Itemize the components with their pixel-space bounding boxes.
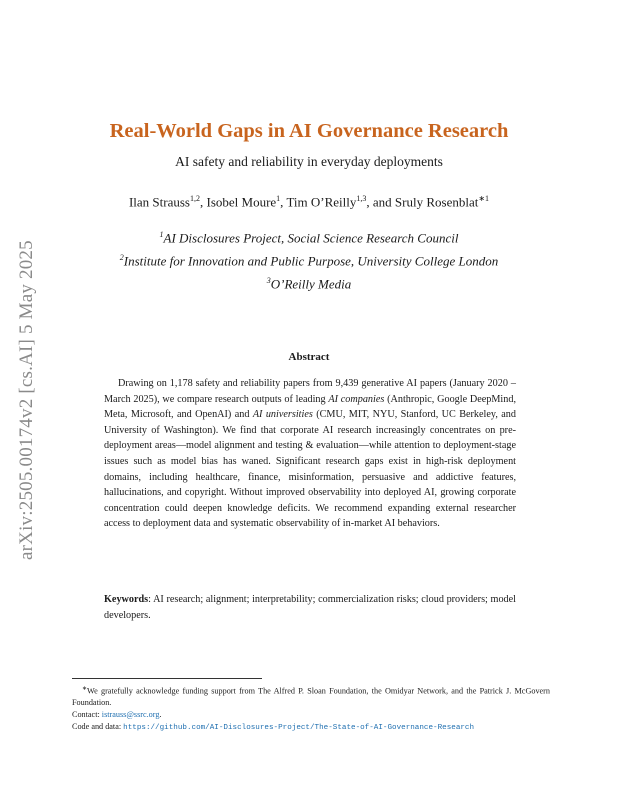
affiliation-mark: 2 xyxy=(119,253,124,262)
author-separator: , and xyxy=(366,194,395,210)
affiliation-text: AI Disclosures Project, Social Science Research Council xyxy=(163,230,459,246)
contact-email-link[interactable]: istrauss@ssrc.org xyxy=(101,709,160,719)
affiliation xyxy=(60,276,558,292)
abstract-emphasis: AI universities xyxy=(252,409,313,421)
author-separator: , xyxy=(199,194,207,210)
abstract-emphasis: AI companies xyxy=(328,393,385,405)
affiliation-text: Institute for Innovation and Public Purpose, University College London xyxy=(123,253,499,269)
author-separator: , xyxy=(280,194,287,210)
author-list xyxy=(60,194,558,210)
affiliation-mark: 3 xyxy=(266,276,271,285)
footnote-mark: ∗ xyxy=(82,686,88,692)
abstract-text: Drawing on 1,178 safety and reliability papers from 9,439 generative AI papers (January 2020 – March 2025), we compare research outputs of leading xyxy=(104,378,516,405)
keywords-text: : AI research; alignment; interpretability; commercialization risks; cloud providers; model developers. xyxy=(104,594,516,621)
arxiv-identifier-stamp: arXiv:2505.00174v2 [cs.AI] 5 May 2025 xyxy=(16,240,37,560)
affiliation-text: O’Reilly Media xyxy=(270,276,352,292)
contact-end: . xyxy=(159,709,162,719)
paper-subtitle: AI safety and reliability in everyday deployments xyxy=(175,154,443,169)
footnotes xyxy=(72,684,550,734)
author-name: Sruly Rosenblat xyxy=(394,194,479,210)
code-label: Code and data: xyxy=(72,721,124,731)
funding-footnote xyxy=(72,684,550,709)
author-affiliation-mark: ∗1 xyxy=(478,194,490,203)
author-affiliation-mark: 1,2 xyxy=(189,194,200,203)
code-footnote xyxy=(72,721,550,735)
author-name: Ilan Strauss xyxy=(128,194,190,210)
contact-footnote xyxy=(72,709,550,721)
keywords xyxy=(104,592,516,623)
author-affiliation-mark: 1 xyxy=(276,194,281,203)
contact-label: Contact: xyxy=(72,709,102,719)
abstract-heading: Abstract xyxy=(288,351,330,363)
footnote-rule xyxy=(72,678,262,679)
affiliation xyxy=(60,230,558,246)
code-repository-link[interactable]: https://github.com/AI-Disclosures-Project/The-State-of-AI-Governance-Research xyxy=(123,723,475,732)
abstract-text: (Anthropic, Google DeepMind, Meta, Microsoft, and OpenAI) and xyxy=(104,393,516,421)
paper-title: Real-World Gaps in AI Governance Research xyxy=(109,120,509,142)
abstract-text: (CMU, MIT, NYU, Stanford, UC Berkeley, and University of Washington). We find that corporate AI research increasingly concentrates on pre-deployment areas—model alignment and testing & evaluation—while attention to deployment-stage issues such as model bias has waned. Significant research gaps exist in high-risk deployment domains, including healthcare, finance, misinformation, persuasive and addictive features, hallucinations, and copyright. Without improved observability into deployed AI, growing corporate concentration could deepen knowledge deficits. We recommend expanding external researcher access to deployment data and systematic observability of in-market AI behaviors. xyxy=(104,409,516,530)
affiliation xyxy=(60,253,558,269)
author-affiliation-mark: 1,3 xyxy=(356,194,367,203)
author-name: Isobel Moure xyxy=(206,194,277,210)
abstract-body xyxy=(104,376,516,532)
author-name: Tim O’Reilly xyxy=(286,194,357,210)
keywords-label: Keywords xyxy=(104,594,149,605)
affiliation-mark: 1 xyxy=(159,230,164,239)
funding-text: We gratefully acknowledge funding support from The Alfred P. Sloan Foundation, the Omidyar Network, and the Patrick J. McGovern Foundation. xyxy=(72,686,550,708)
